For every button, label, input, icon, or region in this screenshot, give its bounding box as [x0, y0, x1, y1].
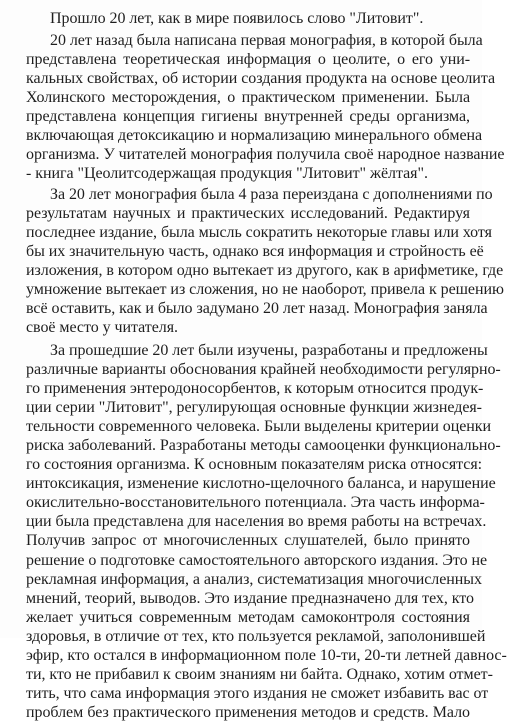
text-line: желает учиться современным методам самоконтроля состояния: [26, 608, 470, 626]
text-line: За прошедшие 20 лет были изучены, разработаны и предложены: [50, 342, 488, 359]
text-line: 20 лет назад была написана первая монография, в которой была: [50, 32, 483, 49]
text-line: изложения, в котором одно вытекает из другого, как в арифметике, где: [26, 262, 504, 280]
paragraph-intro: [26, 9, 470, 28]
text-line: различные варианты обоснования крайней необходимости регулярно-: [26, 361, 501, 379]
text-line: кальных свойствах, об истории создания продукта на основе цеолита: [26, 70, 496, 88]
text-line: ти, кто не прибавил к своим знаниям ни байта. Однако, хотим отмет-: [26, 665, 493, 683]
text-line: включающая детоксикацию и нормализацию минерального обмена: [26, 127, 483, 145]
text-line: За 20 лет монография была 4 раза переиздана с дополнениями по: [50, 186, 493, 203]
text-line: представлена теоретическая информация о цеолите, о его уни-: [26, 51, 470, 69]
text-line: бы их значительную часть, однако вся информация и стройность её: [26, 243, 484, 261]
text-line: тить, что сама информация этого издания не сможет избавить вас от: [26, 684, 489, 702]
text-line: риска заболеваний. Разработаны методы самооценки функционально-: [26, 437, 501, 455]
text-line: мнений, теорий, выводов. Это издание предназначено для тех, кто: [26, 589, 474, 607]
text-line: Получив запрос от многочисленных слушателей, было принято: [26, 532, 470, 550]
text-line: своё место у читателя.: [26, 319, 178, 337]
text-line: интоксикация, изменение кислотно-щелочного баланса, и нарушение: [26, 475, 496, 493]
text-line: решение о подготовке самостоятельного авторского издания. Это не: [26, 551, 488, 569]
paragraph-research: [26, 341, 507, 722]
text-line: здоровья, в отличие от тех, кто пользуется рекламой, заполонившей: [26, 627, 486, 645]
text-line: проблем без практического применения методов и средств. Мало: [26, 703, 470, 721]
text-line: тельности современного человека. Были выделены критерии оценки: [26, 418, 492, 436]
text-line: организма. У читателей монография получила своё народное название: [26, 146, 505, 164]
text-line: последнее издание, была мысль сократить некоторые главы или хотя: [26, 224, 492, 242]
text-line: представлена концепция гигиены внутренней среды организма,: [26, 108, 470, 126]
text-line: всё оставить, как и было задумано 20 лет назад. Монография заняла: [26, 300, 488, 318]
text-line: Холинского месторождения, о практическом применении. Была: [26, 89, 470, 107]
text-line: окислительно-восстановительного потенциала. Эта часть информа-: [26, 494, 485, 512]
text-line: результатам научных и практических исследований. Редактируя: [26, 205, 470, 223]
text-line: рекламная информация, а анализ, систематизация многочисленных: [26, 570, 482, 588]
text-line: эфир, кто остался в информационном поле 10-ти, 20-ти летней давнос-: [26, 646, 507, 664]
text-line: ции была представлена для населения во время работы на встречах.: [26, 513, 487, 531]
text-line: Прошло 20 лет, как в мире появилось слово "Литовит".: [50, 10, 424, 27]
paragraph-first-monograph: [26, 31, 505, 183]
text-line: го состояния организма. К основным показателям риска относятся:: [26, 456, 483, 474]
text-line: го применения энтеродоносорбентов, к которым относится продук-: [26, 380, 484, 398]
text-line: - книга "Цеолитсодержащая продукция "Литовит" жёлтая".: [26, 165, 428, 183]
text-line: ции серии "Литовит", регулирующая основные функции жизнедея-: [26, 399, 482, 417]
paragraph-reprints: [26, 185, 504, 337]
text-line: умножение вытекает из сложения, но не наоборот, привела к решению: [26, 281, 504, 299]
